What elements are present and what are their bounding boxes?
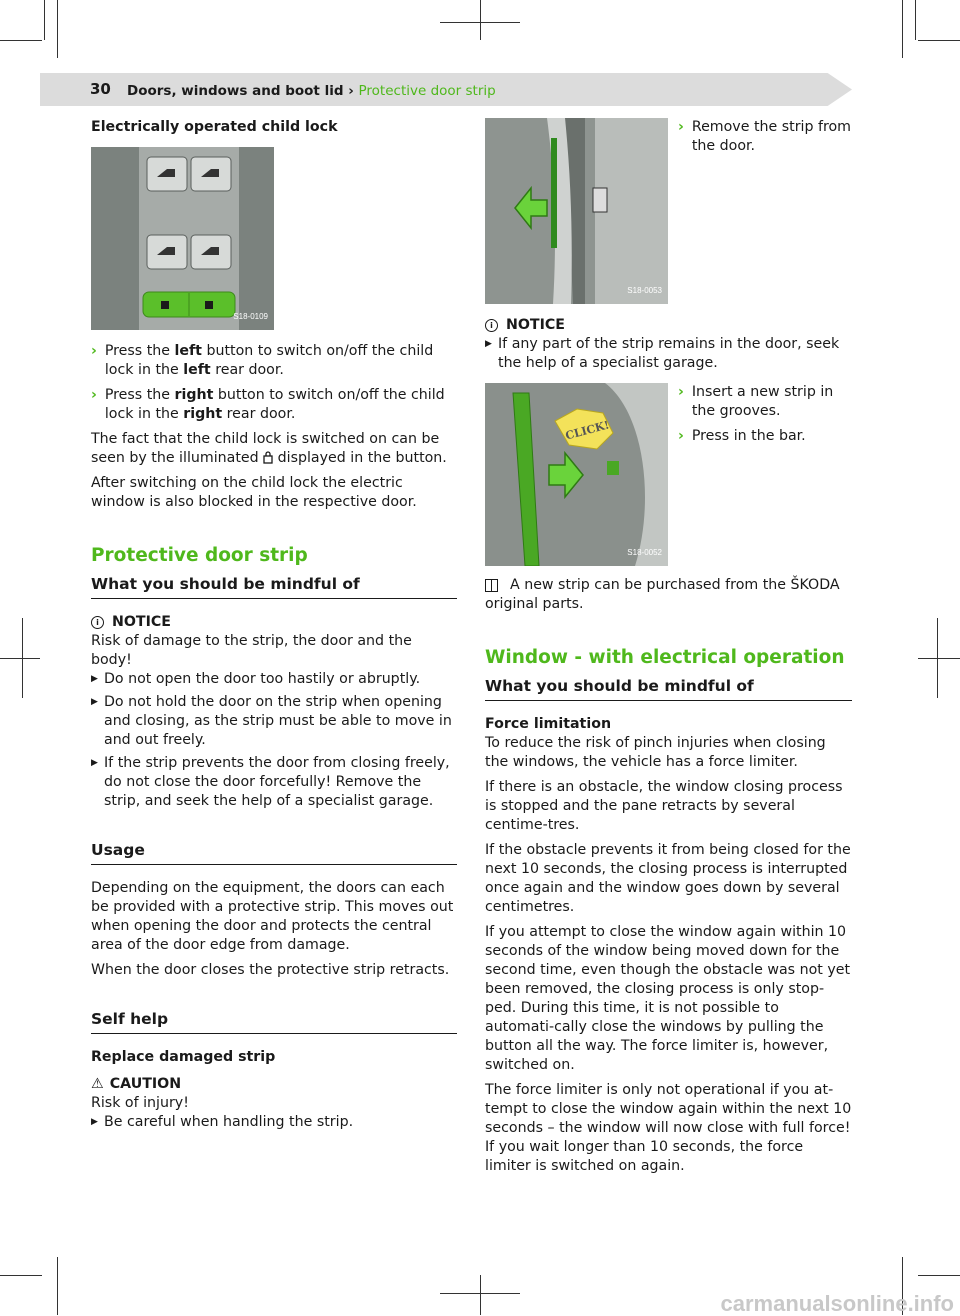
right-column bbox=[485, 118, 852, 1182]
strip-mindful-heading: What you should be mindful of bbox=[91, 575, 457, 599]
figure-code: S18-0052 bbox=[627, 548, 662, 557]
figure-code: S18-0109 bbox=[233, 312, 268, 321]
info-book-icon bbox=[485, 579, 498, 592]
replace-strip-heading: Replace damaged strip bbox=[91, 1049, 276, 1065]
usage-paragraph: Depending on the equipment, the doors can each be provided with a protective strip. This moves out when opening the door and protects the central area of the door edge from damage. bbox=[91, 880, 454, 953]
warning-icon: ⚠ bbox=[91, 1076, 104, 1092]
force-limitation-heading: Force limitation bbox=[485, 716, 612, 732]
door-strip-removal-illustration bbox=[485, 118, 668, 304]
usage-paragraph: When the door closes the protective strip retracts. bbox=[91, 962, 450, 978]
notice-icon: i bbox=[485, 319, 498, 332]
strip-notice: i NOTICE Risk of damage to the strip, the door and the body! ▶ Do not open the door too hastily or abruptly. ▶ Do not hold the door on the strip when opening and closing, as the strip must be able to move in and out freely. ▶ If the strip prevents the door from closing freely, do not close the door forcefully! Remove the strip, and seek the help of a specialist garage. bbox=[91, 613, 457, 811]
caution-block: ⚠ CAUTION Risk of injury! ▶ Be careful when handling the strip. bbox=[91, 1075, 457, 1132]
watermark: carmanualsonline.info bbox=[720, 1291, 954, 1316]
door-strip-insertion-illustration bbox=[485, 383, 668, 566]
breadcrumb bbox=[127, 82, 496, 101]
figure-code: S18-0053 bbox=[627, 286, 662, 295]
child-lock-indicator-text: The fact that the child lock is switched on can be seen by the illuminated displayed in the button. bbox=[91, 431, 447, 466]
child-lock-step-right: › Press the right button to switch on/off the child lock in the right rear door. bbox=[91, 387, 445, 422]
strip-notice-intro: Risk of damage to the strip, the door and the body! bbox=[91, 633, 412, 668]
strip-notice-item: ▶ Do not hold the door on the strip when opening and closing, as the strip must be able to move in and out freely. bbox=[91, 694, 452, 748]
breadcrumb-section[interactable]: Doors, windows and boot lid bbox=[127, 83, 344, 99]
child-lock-heading: Electrically operated child lock bbox=[91, 119, 338, 135]
child-lock-window-text: After switching on the child lock the electric window is also blocked in the respective door. bbox=[91, 475, 417, 510]
caution-item: ▶ Be careful when handling the strip. bbox=[91, 1114, 354, 1130]
window-paragraph: To reduce the risk of pinch injuries when closing the windows, the vehicle has a force limiter. bbox=[485, 735, 826, 770]
remove-strip-figure bbox=[485, 118, 668, 304]
right-notice-item: ▶ If any part of the strip remains in the door, seek the help of a specialist garage. bbox=[485, 336, 840, 371]
page-number: 30 bbox=[90, 80, 111, 98]
window-paragraph: If the obstacle prevents it from being closed for the next 10 seconds, the closing process is interrupted once again and the window goes down by several centimetres. bbox=[485, 842, 851, 915]
remove-strip-step: › Remove the strip from the door. bbox=[678, 119, 851, 154]
insert-strip-figure bbox=[485, 383, 668, 566]
section-title-protective-strip: Protective door strip bbox=[91, 545, 308, 566]
insert-strip-step: › Insert a new strip in the grooves. bbox=[678, 384, 834, 419]
window-switch-panel-illustration bbox=[91, 147, 274, 330]
notice-icon: i bbox=[91, 616, 104, 629]
click-label: CLICK! bbox=[564, 418, 611, 443]
caution-intro: Risk of injury! bbox=[91, 1095, 189, 1111]
breadcrumb-current: Protective door strip bbox=[358, 83, 496, 99]
strip-notice-item: ▶ If the strip prevents the door from closing freely, do not close the door forcefully! Remove the strip, and seek the help of a specialist garage. bbox=[91, 755, 450, 809]
child-lock-icon bbox=[263, 451, 273, 464]
child-lock-step-left: › Press the left button to switch on/off the child lock in the left rear door. bbox=[91, 343, 434, 378]
usage-heading: Usage bbox=[91, 841, 457, 865]
breadcrumb-separator: › bbox=[348, 83, 354, 99]
press-bar-step: › Press in the bar. bbox=[678, 428, 806, 444]
child-lock-figure bbox=[91, 147, 274, 330]
right-notice: i NOTICE ▶ If any part of the strip remains in the door, seek the help of a specialist garage. bbox=[485, 316, 852, 373]
window-paragraph: If you attempt to close the window again within 10 seconds of the window being moved down for the second time, even though the obstacle was not yet been removed, the closing process is only stop-ped. During this time, it is not possible to automati-cally close the windows by pulling the button all the way. The force limiter is, however, switched on. bbox=[485, 924, 851, 1073]
section-title-window: Window - with electrical operation bbox=[485, 647, 845, 668]
strip-notice-item: ▶ Do not open the door too hastily or abruptly. bbox=[91, 671, 421, 687]
window-paragraph: The force limiter is only not operational if you at-tempt to close the window again within the next 10 seconds – the window will now close with full force! If you wait longer than 10 seconds, the force limiter is switched on again. bbox=[485, 1082, 852, 1174]
self-help-heading: Self help bbox=[91, 1010, 457, 1034]
window-paragraph: If there is an obstacle, the window closing process is stopped and the pane retracts by several centime-tres. bbox=[485, 779, 843, 833]
info-note: A new strip can be purchased from the ŠKODA original parts. bbox=[485, 577, 840, 612]
window-mindful-heading: What you should be mindful of bbox=[485, 677, 852, 701]
left-column bbox=[91, 118, 457, 1136]
